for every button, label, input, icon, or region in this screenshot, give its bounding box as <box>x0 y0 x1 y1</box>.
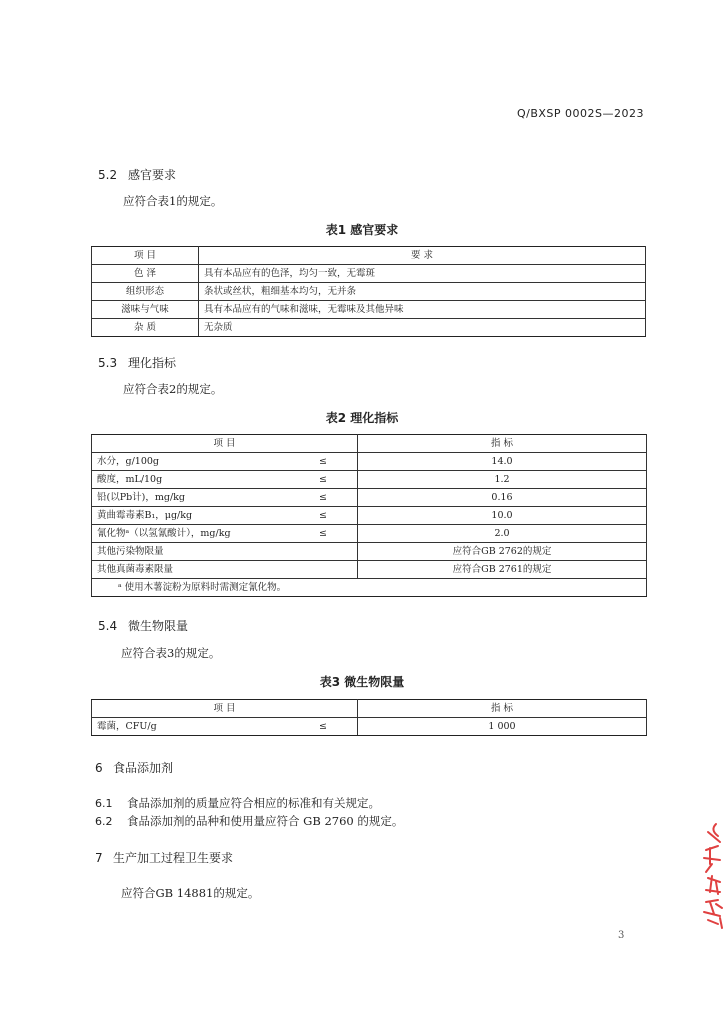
table-cell: ≤ <box>302 507 358 525</box>
section-number: 5.4 <box>98 619 118 633</box>
table-3-caption: 表3 微生物限量 <box>319 675 405 689</box>
table-header-row <box>92 435 647 453</box>
table-cell: 其他真菌毒素限量 <box>92 561 303 579</box>
table-header-row <box>92 700 647 718</box>
section-text: 食品添加剂的质量应符合相应的标准和有关规定。 <box>127 796 380 810</box>
table-2-physicochemical <box>91 434 647 597</box>
table-row <box>92 301 646 319</box>
table-row <box>92 453 647 471</box>
table-row <box>92 489 647 507</box>
table-cell: ≤ <box>302 525 358 543</box>
section-5-2-text: 应符合表1的规定。 <box>123 194 223 208</box>
table-cell: 1 000 <box>358 718 647 736</box>
table-cell: 其他污染物限量 <box>92 543 303 561</box>
table-cell: 应符合GB 2761的规定 <box>358 561 647 579</box>
table-row <box>92 525 647 543</box>
section-5-3-text: 应符合表2的规定。 <box>123 382 223 396</box>
section-number: 6.2 <box>95 815 113 828</box>
section-text: 食品添加剂的品种和使用量应符合 GB 2760 的规定。 <box>127 814 404 828</box>
section-6-heading <box>95 759 173 776</box>
section-6-1 <box>95 795 380 811</box>
section-number: 6 <box>95 761 103 775</box>
table-2-caption: 表2 理化指标 <box>325 411 399 425</box>
table-cell: 酸度，mL/10g <box>92 471 303 489</box>
table-1-caption: 表1 感官要求 <box>325 223 399 237</box>
official-seal-fragment <box>696 820 724 930</box>
table-row <box>92 561 647 579</box>
table-cell: 0.16 <box>358 489 647 507</box>
section-number: 5.2 <box>98 168 118 182</box>
section-number: 6.1 <box>95 797 113 810</box>
table-cell: 具有本品应有的色泽，均匀一致，无霉斑 <box>199 265 646 283</box>
table-cell: 色 泽 <box>92 265 199 283</box>
table-cell: ≤ <box>302 471 358 489</box>
table-cell: 具有本品应有的气味和滋味，无霉味及其他异味 <box>199 301 646 319</box>
section-number: 7 <box>95 851 103 865</box>
header-cell: 指 标 <box>358 435 647 453</box>
table-header-row <box>92 247 646 265</box>
table-note: ᵃ 使用木薯淀粉为原料时需测定氰化物。 <box>92 579 647 597</box>
table-cell: 应符合GB 2762的规定 <box>358 543 647 561</box>
section-title: 生产加工过程卫生要求 <box>113 851 234 865</box>
header-cell: 项 目 <box>92 435 358 453</box>
section-5-4-text: 应符合表3的规定。 <box>121 646 221 660</box>
table-cell: 霉菌，CFU/g <box>92 718 303 736</box>
section-title: 理化指标 <box>128 356 177 370</box>
table-cell: 组织形态 <box>92 283 199 301</box>
table-cell: ≤ <box>302 718 358 736</box>
section-title: 微生物限量 <box>128 619 189 633</box>
table-3-microbial <box>91 699 647 736</box>
table-cell: 10.0 <box>358 507 647 525</box>
table-cell: 铅(以Pb计)，mg/kg <box>92 489 303 507</box>
table-1-sensory <box>91 246 646 337</box>
table-row <box>92 507 647 525</box>
table-cell: ≤ <box>302 453 358 471</box>
section-7-text: 应符合GB 14881的规定。 <box>121 886 260 900</box>
table-cell: 氰化物ᵃ（以氢氰酸计），mg/kg <box>92 525 303 543</box>
table-cell: 水分，g/100g <box>92 453 303 471</box>
section-5-3-heading <box>98 354 176 371</box>
header-cell: 项 目 <box>92 247 199 265</box>
table-cell: 黄曲霉毒素B₁，μg/kg <box>92 507 303 525</box>
table-note-row <box>92 579 647 597</box>
section-title: 感官要求 <box>128 168 177 182</box>
table-cell: 1.2 <box>358 471 647 489</box>
table-cell: 滋味与气味 <box>92 301 199 319</box>
section-5-2-heading <box>98 166 176 183</box>
table-cell: 14.0 <box>358 453 647 471</box>
table-row <box>92 718 647 736</box>
table-row <box>92 283 646 301</box>
section-title: 食品添加剂 <box>113 761 174 775</box>
page-number: 3 <box>618 930 625 941</box>
document-number: Q/BXSP 0002S—2023 <box>516 107 644 120</box>
section-5-4-heading <box>98 617 188 634</box>
table-cell: 杂 质 <box>92 319 199 337</box>
table-row <box>92 543 647 561</box>
header-cell: 要 求 <box>199 247 646 265</box>
table-cell: ≤ <box>302 489 358 507</box>
section-6-2 <box>95 813 403 829</box>
section-number: 5.3 <box>98 356 118 370</box>
table-cell <box>302 561 358 579</box>
table-cell: 无杂质 <box>199 319 646 337</box>
table-row <box>92 471 647 489</box>
table-row <box>92 265 646 283</box>
header-cell: 项 目 <box>92 700 358 718</box>
section-7-heading <box>95 849 233 866</box>
header-cell: 指 标 <box>358 700 647 718</box>
table-cell: 条状或丝状，粗细基本均匀，无并条 <box>199 283 646 301</box>
table-cell <box>302 543 358 561</box>
table-row <box>92 319 646 337</box>
table-cell: 2.0 <box>358 525 647 543</box>
